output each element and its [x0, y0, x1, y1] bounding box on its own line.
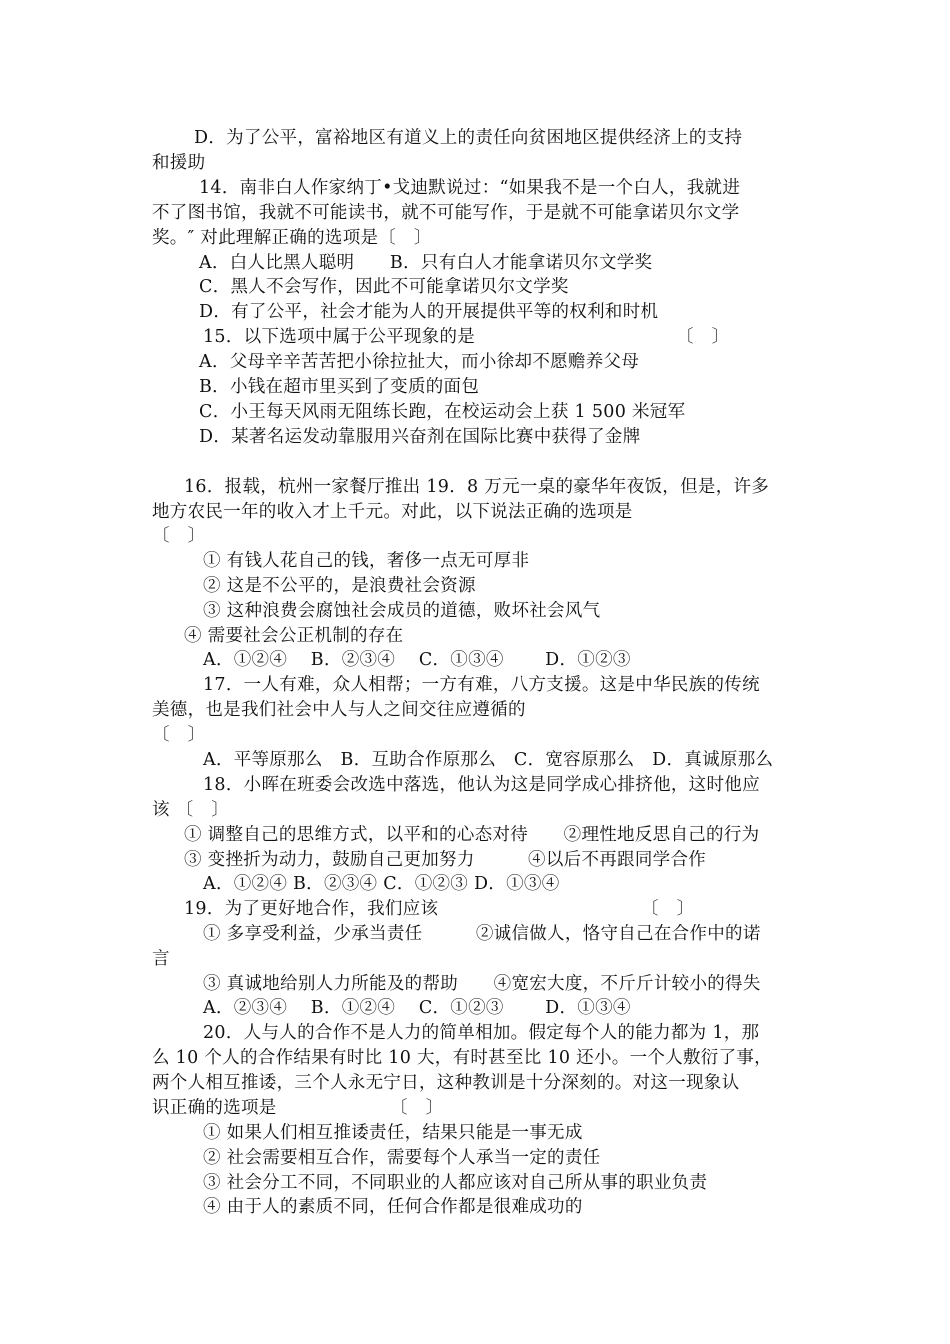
q16-stem-line-1: 16．报载，杭州一家餐厅推出 19．8 万元一桌的豪华年夜饭，但是，许多	[184, 477, 770, 497]
q18-statements-1-2: ① 调整自己的思维方式，以平和的心态对待 ②理性地反思自己的行为	[184, 825, 760, 845]
q18-stem-line-1: 18．小晖在班委会改选中落选，他认为这是同学成心排挤他，这时他应	[203, 775, 760, 795]
q16-statement-4: ④ 需要社会公正机制的存在	[184, 626, 404, 646]
q20-stem-line-2: 么 10 个人的合作结果有时比 10 大，有时甚至比 10 还小。一个人敷衍了事，	[152, 1048, 772, 1068]
q15-option-b: B．小钱在超市里买到了变质的面包	[199, 377, 480, 397]
q17-stem-line-2: 美德，也是我们社会中人与人之间交往应遵循的	[152, 700, 526, 720]
q18-stem-line-2: 该 〔 〕	[152, 800, 230, 820]
q15-option-a: A．父母辛辛苦苦把小徐拉扯大，而小徐却不愿赡养父母	[199, 352, 640, 372]
q14-options-ab: A．白人比黑人聪明 B．只有白人才能拿诺贝尔文学奖	[199, 253, 653, 273]
q19-answer-bracket: 〔 〕	[641, 899, 695, 919]
q14-option-c: C．黑人不会写作，因此不可能拿诺贝尔文学奖	[199, 277, 569, 297]
q19-statements-continued: 言	[152, 949, 170, 969]
q15-option-d: D．某著名运发动靠服用兴奋剂在国际比赛中获得了金牌	[199, 427, 641, 447]
q17-options: A．平等原那么 B．互助合作原那么 C．宽容原那么 D．真诚原那么	[203, 750, 774, 770]
q14-stem-line-3: 奖。″ 对此理解正确的选项是〔 〕	[152, 228, 432, 248]
q13-option-d-line-2: 和援助	[152, 153, 206, 173]
q20-stem-line-1: 20．人与人的合作不是人力的简单相加。假定每个人的能力都为 1，那	[203, 1023, 760, 1043]
q14-option-d: D．有了公平，社会才能为人的开展提供平等的权利和时机	[199, 302, 659, 322]
q20-statement-1: ① 如果人们相互推诿责任，结果只能是一事无成	[203, 1123, 583, 1143]
q19-statements-1-2: ① 多享受利益，少承当责任 ②诚信做人，恪守自己在合作中的诺	[203, 924, 761, 944]
q19-options: A．②③④ B．①②④ C．①②③ D．①③④	[203, 998, 631, 1018]
q14-stem-line-1: 14．南非白人作家纳丁•戈迪默说过：“如果我不是一个白人，我就进	[199, 178, 741, 198]
q17-stem-line-1: 17．一人有难，众人相帮；一方有难，八方支援。这是中华民族的传统	[203, 675, 760, 695]
q18-statements-3-4: ③ 变挫折为动力，鼓励自己更加努力 ④以后不再跟同学合作	[184, 850, 707, 870]
q20-stem-line-3: 两个人相互推诿，三个人永无宁日，这种教训是十分深刻的。对这一现象认	[152, 1073, 740, 1093]
q17-answer-bracket: 〔 〕	[152, 725, 206, 745]
q20-statement-3: ③ 社会分工不同，不同职业的人都应该对自己所从事的职业负责	[203, 1173, 708, 1193]
q20-answer-bracket: 〔 〕	[390, 1098, 444, 1118]
q15-stem: 15．以下选项中属于公平现象的是	[203, 327, 476, 347]
q16-answer-bracket: 〔 〕	[152, 526, 206, 546]
q16-statement-1: ① 有钱人花自己的钱，奢侈一点无可厚非	[203, 551, 530, 571]
q20-statement-2: ② 社会需要相互合作，需要每个人承当一定的责任	[203, 1148, 601, 1168]
q16-options: A．①②④ B．②③④ C．①③④ D．①②③	[203, 650, 631, 670]
q13-option-d-line-1: D．为了公平，富裕地区有道义上的责任向贫困地区提供经济上的支持	[194, 128, 743, 148]
q20-statement-4: ④ 由于人的素质不同，任何合作都是很难成功的	[203, 1197, 583, 1217]
q19-stem: 19．为了更好地合作，我们应该	[184, 899, 439, 919]
q16-statement-2: ② 这是不公平的，是浪费社会资源	[203, 576, 476, 596]
q18-options: A．①②④ B．②③④ C．①②③ D．①③④	[203, 874, 560, 894]
q15-option-c: C．小王每天风雨无阻练长跑，在校运动会上获 1 500 米冠军	[199, 402, 686, 422]
q19-statements-3-4: ③ 真诚地给别人力所能及的帮助 ④宽宏大度，不斤斤计较小的得失	[203, 974, 761, 994]
q16-stem-line-2: 地方农民一年的收入才上千元。对此，以下说法正确的选项是	[152, 502, 633, 522]
q16-statement-3: ③ 这种浪费会腐蚀社会成员的道德，败坏社会风气	[203, 601, 601, 621]
q14-stem-line-2: 不了图书馆，我就不可能读书，就不可能写作，于是就不可能拿诺贝尔文学	[152, 203, 740, 223]
q20-stem-line-4: 识正确的选项是	[152, 1098, 277, 1118]
q15-answer-bracket: 〔 〕	[676, 327, 730, 347]
